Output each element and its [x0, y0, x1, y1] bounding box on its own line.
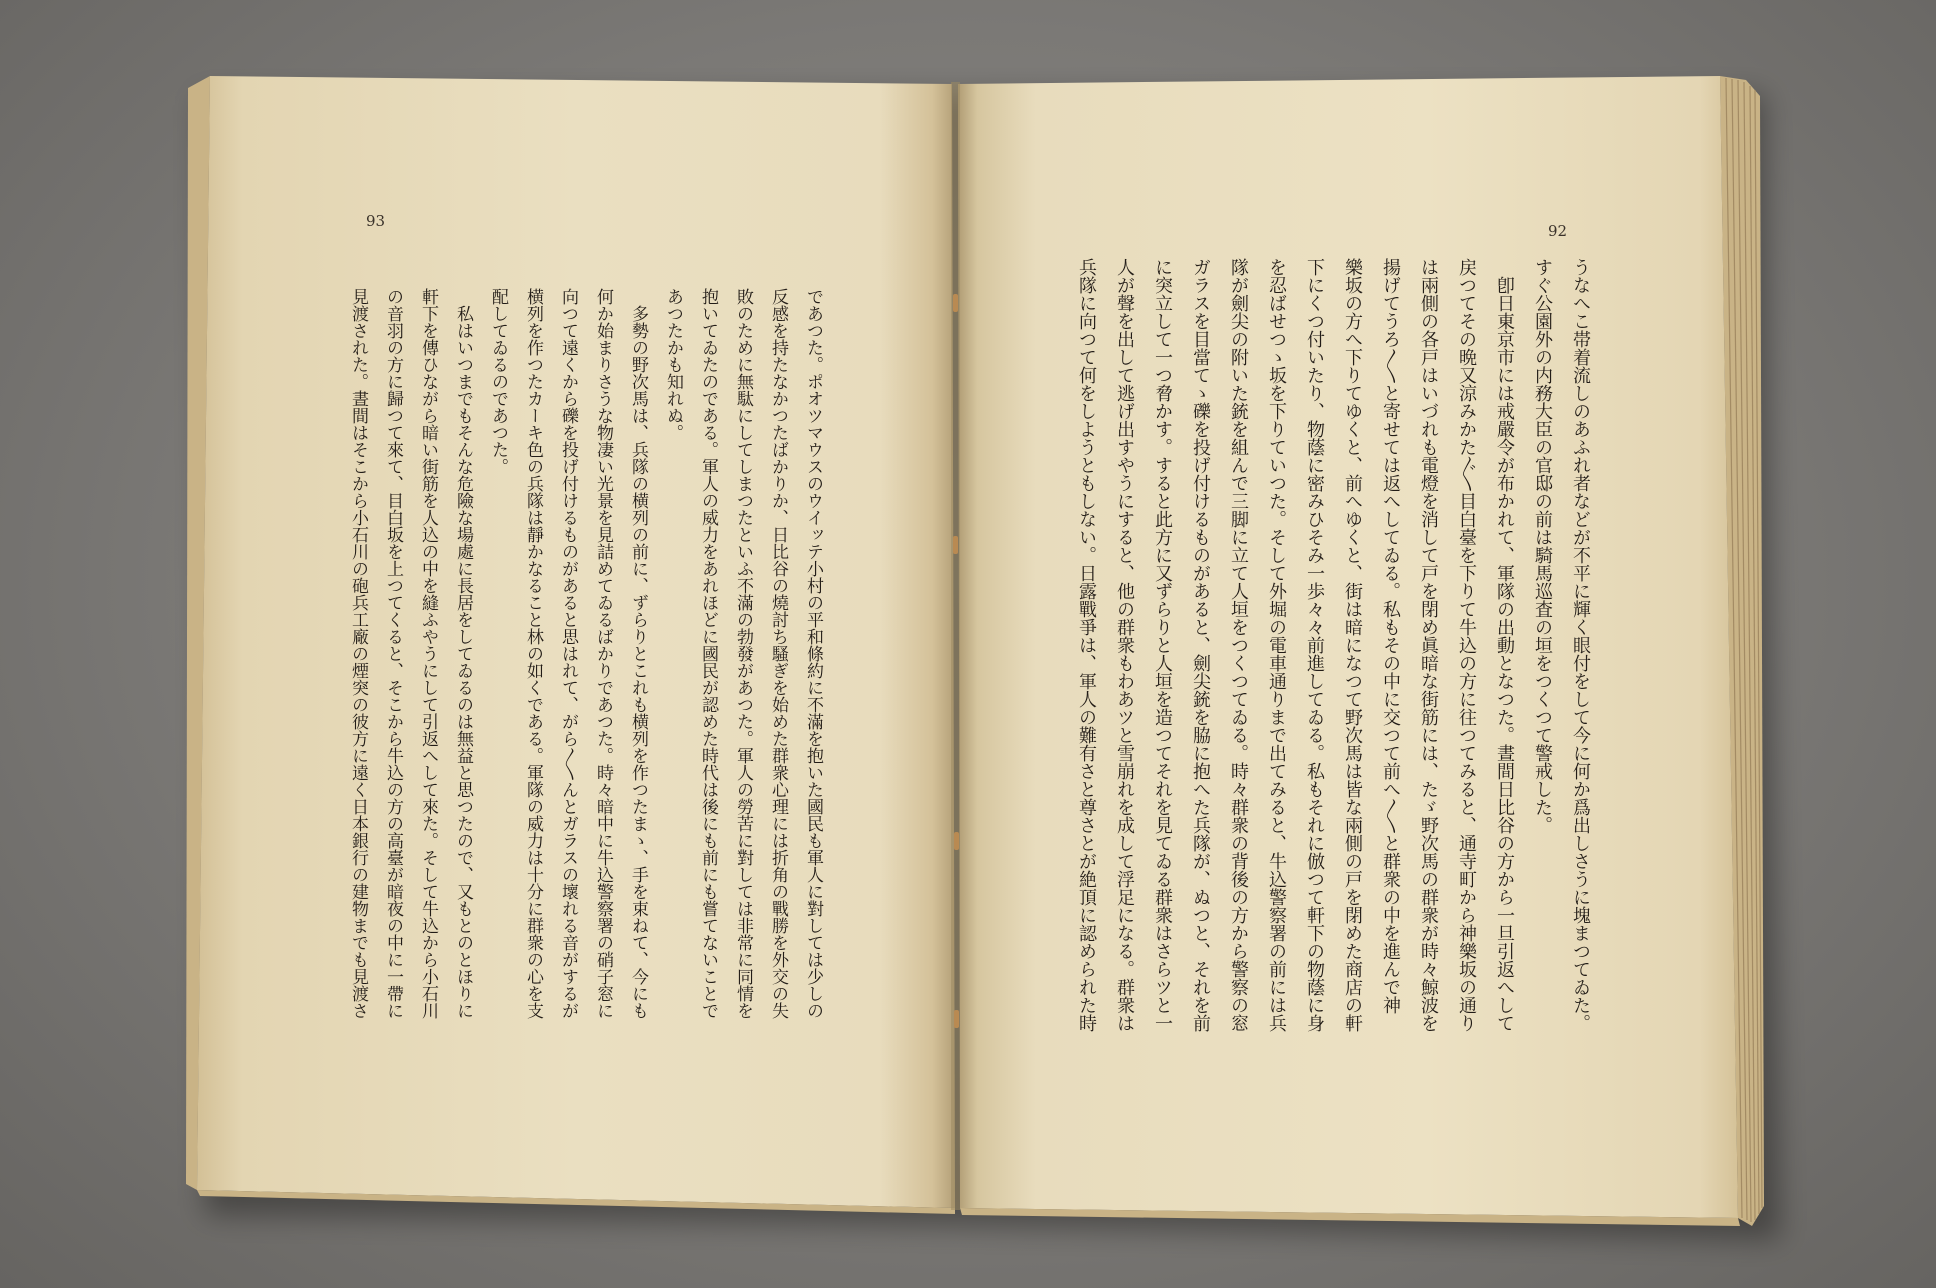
spine-gutter	[951, 82, 960, 1210]
text-column: 敗のために無駄にしてしまつたといふ不滿の勃發があつた。軍人の勞苦に對しては非常に同情を	[733, 288, 753, 1019]
binding-thread	[954, 832, 959, 850]
text-column: 揚げてうろ〱と寄せては返へしてゐる。私もその中に交つて前へ〱と群衆の中を進んで神	[1380, 258, 1401, 1014]
text-column: 反感を持たなかつたばかりか、日比谷の燒討ち騷ぎを始めた群衆心理には折角の戰勝を外交の失	[768, 288, 788, 1019]
right-page-text	[1067, 258, 1599, 1090]
text-column: 人が聲を出して逃げ出すやうにすると、他の群衆もわあツと雪崩れを成して浮足になる。群衆は	[1114, 258, 1135, 1032]
text-column: 何か始まりさうな物凄い光景を見詰めてゐるばかりであつた。時々暗中に牛込警察署の硝子窓に	[593, 288, 613, 1019]
binding-thread	[953, 294, 958, 312]
text-column: 隊が劍尖の附いた銃を組んで三脚に立て人垣をつくつてゐる。時々群衆の背後の方から警察の窓	[1228, 258, 1249, 1032]
text-column: 配してゐるのであつた。	[488, 288, 508, 475]
text-column: ガラスを目當てゝ礫を投げ付けるものがあると、劍尖銃を脇に抱へた兵隊が、ぬつと、それを前	[1190, 258, 1211, 1032]
text-column: 軒下を傳ひながら暗い街筋を人込の中を縫ふやうにして引返へして來た。そして牛込から小石川	[418, 288, 438, 1019]
text-column: を忍ばせつゝ坂を下りていつた。そして外堀の電車通りまで出てみると、牛込警察署の前には兵	[1266, 258, 1287, 1032]
text-column: 樂坂の方へ下りてゆくと、前へゆくと、街は暗になつて野次馬は皆な兩側の戸を閉めた商店の軒	[1342, 258, 1363, 1032]
page-number-right: 92	[1548, 222, 1568, 240]
text-column: であつた。ポオツマウスのウイッテ小村の平和條約に不滿を抱いた國民も軍人に對しては少しの	[803, 288, 823, 1019]
text-column: 向つて遠くから礫を投げ付けるものがあると思はれて、がら〱んとガラスの壞れる音がするが	[558, 288, 578, 1019]
text-column: うなへこ帯着流しのあふれ者などが不平に輝く眼付をして今に何か爲出しさうに塊まつてゐた。	[1570, 258, 1591, 1032]
text-column: の音羽の方に歸つて來て、目白坂を上つてくると、そこから牛込の方の高臺が暗夜の中に一帶に	[383, 288, 403, 1019]
text-column: 私はいつまでもそんな危險な場處に長居をしてゐるのは無益と思つたので、又もとのとほりに	[453, 288, 473, 1019]
binding-thread	[954, 1010, 959, 1028]
text-column: は兩側の各戸はいづれも電燈を消して戸を閉め眞暗な街筋には、たゞ野次馬の群衆が時々鯨波を	[1418, 258, 1439, 1032]
text-column: 戻つてその晩又涼みかた〲目白臺を下りて牛込の方に往つてみると、通寺町から神樂坂の通り	[1456, 258, 1477, 1032]
text-column: すぐ公園外の内務大臣の官邸の前は騎馬巡査の垣をつくつて警戒した。	[1532, 258, 1553, 834]
text-column: 抱いてゐたのである。軍人の威力をあれほどに國民が認めた時代は後にも前にも嘗てないことで	[698, 288, 718, 1019]
text-column: 下にくつ付いたり、物蔭に密みひそみ一歩々々前進してゐる。私もそれに倣つて軒下の物蔭に身	[1304, 258, 1325, 1032]
left-page-text	[340, 288, 830, 1070]
text-column: あつたかも知れぬ。	[663, 288, 683, 441]
text-column: 兵隊に向つて何をしようともしない。日露戰爭は、軍人の難有さと尊さとが絶頂に認められた時	[1076, 258, 1097, 1032]
page-number-left: 93	[366, 212, 386, 230]
binding-thread	[953, 536, 958, 554]
text-column: 見渡された。晝間はそこから小石川の砲兵工廠の煙突の彼方に遠く日本銀行の建物までも見渡さ	[348, 288, 368, 1019]
text-column: 卽日東京市には戒嚴令が布かれて、軍隊の出動となつた。晝間日比谷の方から一旦引返へして	[1494, 258, 1515, 1032]
text-column: 多勢の野次馬は、兵隊の横列の前に、ずらりとこれも横列を作つたまゝ、手を束ねて、今にも	[628, 288, 648, 1019]
text-column: に突立して一つ脅かす。すると此方に又ずらりと人垣を造つてそれを見てゐる群衆はさらツと一	[1152, 258, 1173, 1032]
text-column: 横列を作つたカーキ色の兵隊は靜かなること林の如くである。軍隊の威力は十分に群衆の心を支	[523, 288, 543, 1019]
